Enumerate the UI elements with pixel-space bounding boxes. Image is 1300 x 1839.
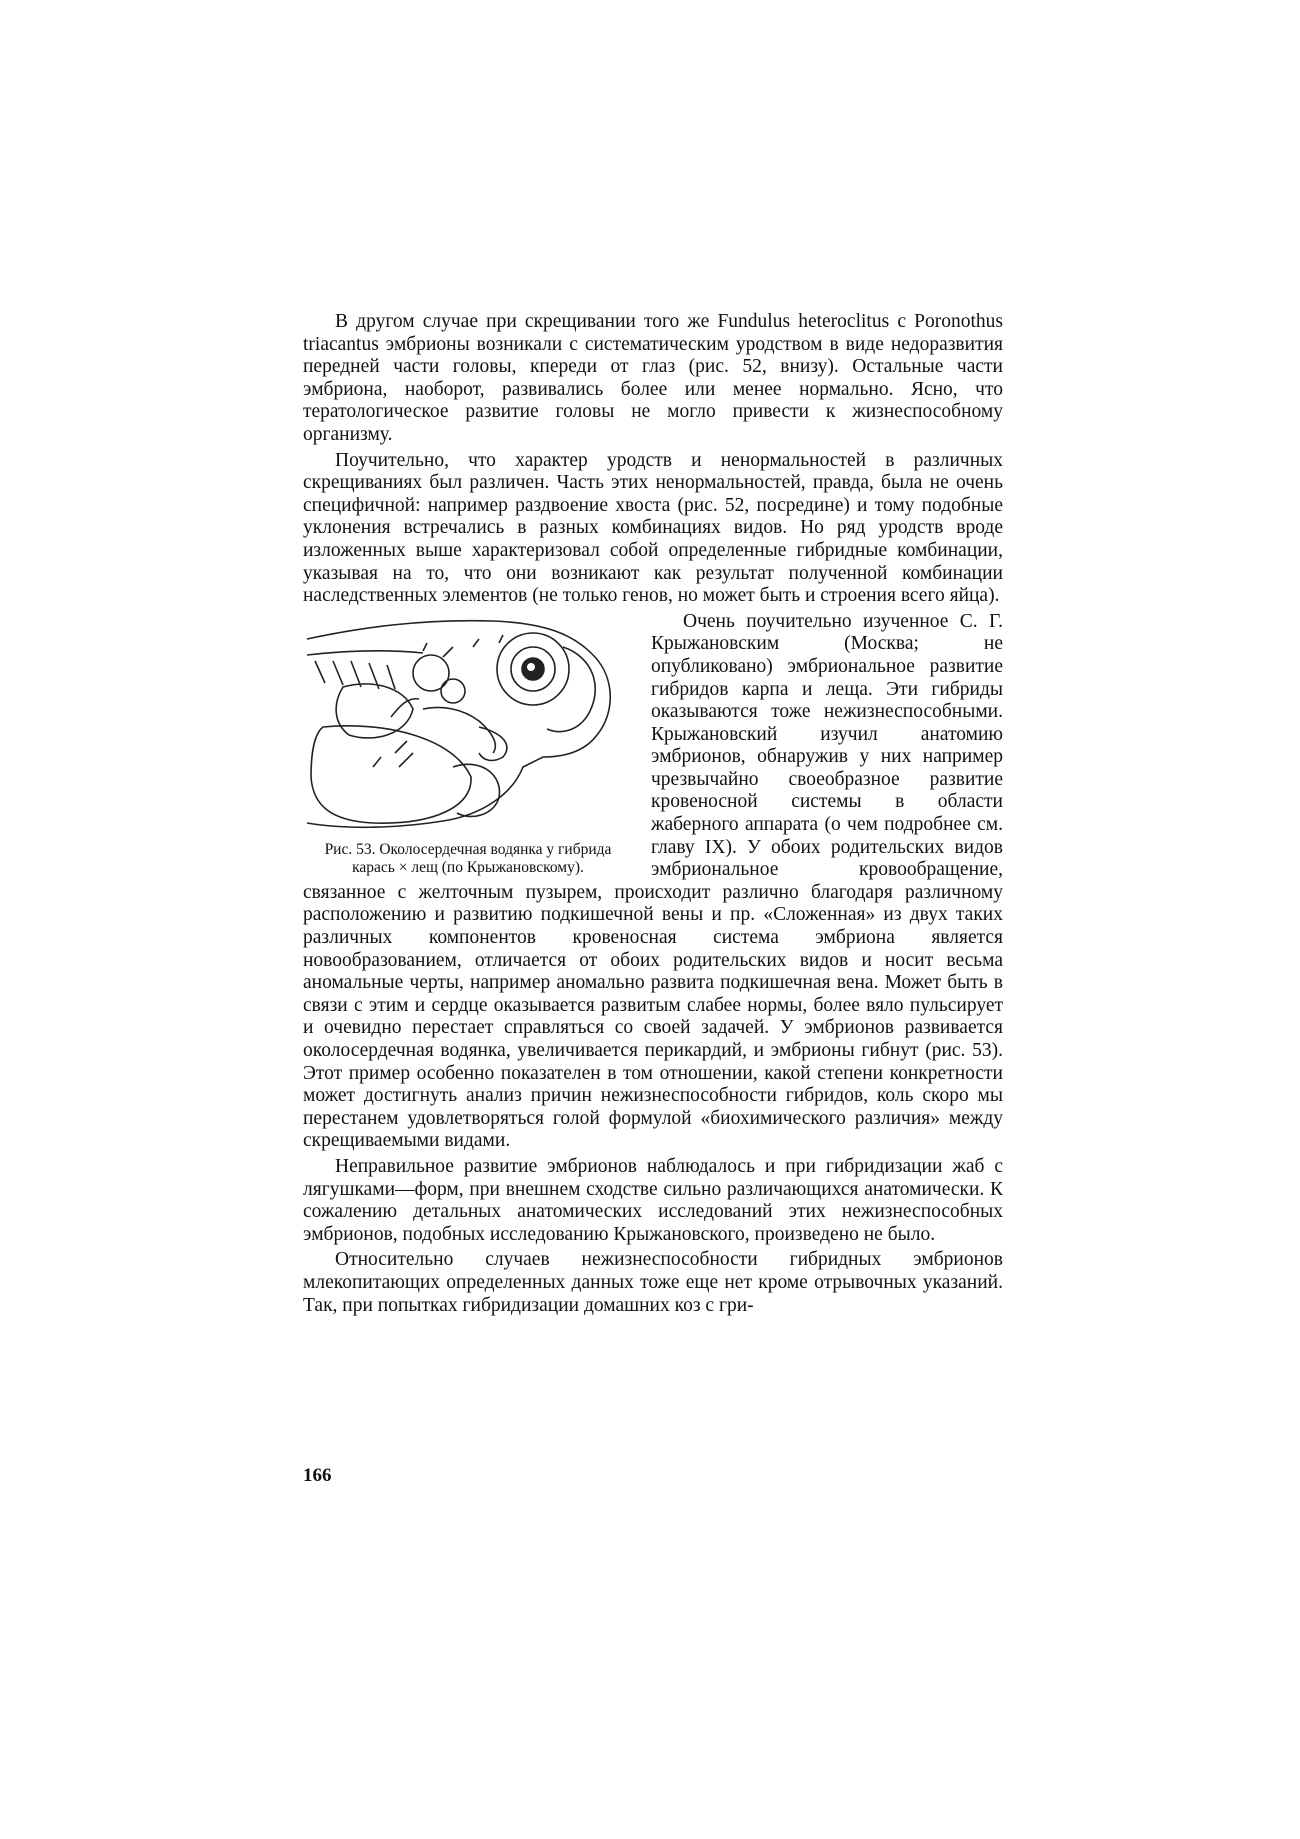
body-text	[303, 311, 1003, 1320]
figure-caption: Рис. 53. Околосердечная водянка у гибрида карась × лещ (по Крыжановскому).	[324, 840, 612, 876]
paragraph-4: Неправильное развитие эмбрионов наблюдалось и при гибридизации жаб с лягушками—форм, при внешнем сходстве сильно различающихся анатомически. К сожалению детальных анатомических исследований этих нежизнеспособных эмбрионов, подобных исследованию Крыжановского, произведено не было.	[303, 1155, 1003, 1245]
paragraph-2: Поучительно, что характер уродств и ненормальностей в различных скрещиваниях был различен. Часть этих ненормальностей, правда, была не очень специфичной: например раздвоение хвоста (рис. 52, посредине) и тому подобные уклонения встречались в разных комбинациях видов. Но ряд уродств вроде изложенных выше характеризовал собой определенные гибридные комбинации, указывая на то, что они возникают как результат полученной комбинации наследственных элементов (не только генов, но может быть и строения всего яйца).	[303, 449, 1003, 607]
paragraph-1: В другом случае при скрещивании того же Fundulus heteroclitus с Poronothus triacantus эмбрионы возникали с систематическим уродством в виде недоразвития передней части головы, кпереди от глаз (рис. 52, внизу). Остальные части эмбриона, наоборот, развивались более или менее нормально. Ясно, что тератологическое развитие головы не могло привести к жизнеспособному организму.	[303, 311, 1003, 445]
figure-53	[303, 617, 633, 877]
paragraph-3: Очень поучительно изученное С. Г. Крыжановским (Москва; не опубликовано) эмбриональное развитие гибридов карпа и леща. Эти гибриды оказываются тоже нежизнеспособными. Крыжановский изучил анатомию эмбрионов, обнаружив у них например чрезвычайно своеобразное развитие кровеносной системы в области жаберного аппарата (о чем подробнее см. главу IX). У обоих родительских видов эмбриональное кровообращение, связанное с желточным пузырем, происходит различно благодаря различному расположению и развитию подкишечной вены и пр. «Сложенная» из двух таких различных компонентов кровеносная система эмбриона является новообразованием, отличается от обоих родительских видов и носит весьма аномальные черты, например аномально развита подкишечная вена. Может быть в связи с этим и сердце оказывается развитым слабее нормы, более вяло пульсирует и очевидно перестает справляться со своей задачей. У эмбрионов развивается околосердечная водянка, увеличивается перикардий, и эмбрионы гибнут (рис. 53). Этот пример особенно показателен в том отношении, какой степени конкретности может достигнуть анализ причин нежизнеспособности гибридов, коль скоро мы перестанем удовлетворяться голой формулой «биохимического различия» между скрещиваемыми видами.	[303, 610, 1003, 1152]
embryo-illustration	[303, 617, 633, 837]
paragraph-5: Относительно случаев нежизнеспособности гибридных эмбрионов млекопитающих определенных данных тоже еще нет кроме отрывочных указаний. Так, при попытках гибридизации домашних коз с гри-	[303, 1249, 1003, 1316]
page-number: 166	[303, 1465, 332, 1486]
